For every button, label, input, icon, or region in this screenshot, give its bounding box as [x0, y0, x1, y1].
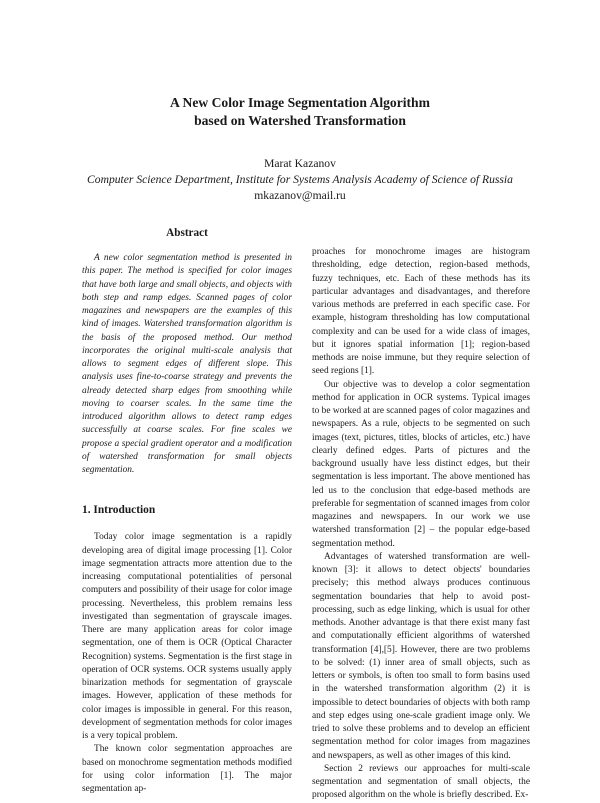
intro-paragraph-1: Today color image segmentation is a rapidly developing area of digital image processing [1]. Color image segmentation attracts more attention due to the increasing computational potentialities of personal computers and possibility of their usage for color image processing. Nevertheless, this problem remains less investigated than segmentation of grayscale images. There are many application areas for color image segmentation, one of them is OCR (Optical Character Recognition) systems. Segmentation is the first stage in operation of OCR systems. OCR systems usually apply binarization methods for segmentation of grayscale images. However, application of these methods for color images is impossible in general. For this reason, development of segmentation methods for color images is a very topical problem. [82, 532, 292, 741]
abstract-text: A new color segmentation method is presented in this paper. The method is specified for color images that have both large and small objects, and objects with both step and ramp edges. Scanned pages of color magazines and newspapers are the examples of this kind of images. Watershed transformation algorithm is the basis of the proposed method. Our method incorporates the original multi-scale analysis that allows to segment edges of different slope. This analysis uses fine-to-coarse strategy and prevents the already detected sharp edges from smoothing while moving to coarser scales. In the same time the introduced algorithm allows to detect ramp edges successfully at coarse scales. For fine scales we propose a special gradient operator and a modification of watershed transformation for small objects segmentation. [82, 253, 292, 475]
intro-paragraph-4: Advantages of watershed transformation are well-known [3]: it allows to detect objects' boundaries precisely; this method always produces continuous segmentation boundaries that help to avoid post-processing, such as edge linking, which is usual for other methods. Another advantage is that there exist many fast and computationally efficient algorithms of watershed transformation [4],[5]. However, there are two problems to be solved: (1) inner area of small objects, such as letters or symbols, is often too small to form basins used in the watershed transformation algorithm (2) it is impossible to detect boundaries of objects with both ramp and step edges using one-scale gradient image only. We tried to solve these problems and to develop an efficient segmentation method for color images from magazines and newspapers, as well as other images of this kind. [312, 551, 530, 761]
intro-paragraph-2-cont: proaches for monochrome images are histogram thresholding, edge detection, region-based methods, fuzzy techniques, etc. Each of these methods has its particular advantages and disadvantages, and therefore various methods are preferred in each specific case. For example, histogram thresholding has low computational complexity and can be used for a wide class of images, but it ignores spatial information [1]; region-based methods are noise immune, but they require selection of seed regions [1]. [312, 247, 530, 377]
title-line-2: based on Watershed Transformation [194, 113, 406, 128]
intro-paragraph-3: Our objective was to develop a color segmentation method for application in OCR systems. Typical images to be worked at are scanned pages of color magazines and newspapers. As a rule, objects to be segmented on such images (text, pictures, titles, blocks of articles, etc.) have clearly defined edges. Parts of pictures and the background usually have less distinct edges, but their segmentation is less important. The above mentioned has led us to the conclusion that edge-based methods are preferable for segmentation of scanned images from color magazines and newspapers. In our work we use watershed transformation [2] – the popular edge-based segmentation method. [312, 379, 530, 549]
left-column [82, 226, 292, 796]
title-line-1: A New Color Image Segmentation Algorithm [170, 95, 430, 110]
author-affiliation: Computer Science Department, Institute for Systems Analysis Academy of Science of Russia [87, 173, 513, 186]
author-block [40, 156, 560, 204]
right-column [312, 246, 530, 803]
abstract-heading: Abstract [166, 227, 208, 239]
author-name: Marat Kazanov [264, 157, 336, 170]
intro-paragraph-5: Section 2 reviews our approaches for multi-scale segmentation and segmentation of small objects, the proposed algorithm on the whole is briefly described. Ex- [312, 763, 530, 801]
section-heading-introduction: 1. Introduction [82, 504, 156, 517]
intro-paragraph-2-start: The known color segmentation approaches are based on monochrome segmentation methods modified for using color information [1]. The major segmentation ap- [82, 744, 292, 794]
paper-title [60, 94, 540, 130]
author-email: mkazanov@mail.ru [254, 189, 346, 202]
